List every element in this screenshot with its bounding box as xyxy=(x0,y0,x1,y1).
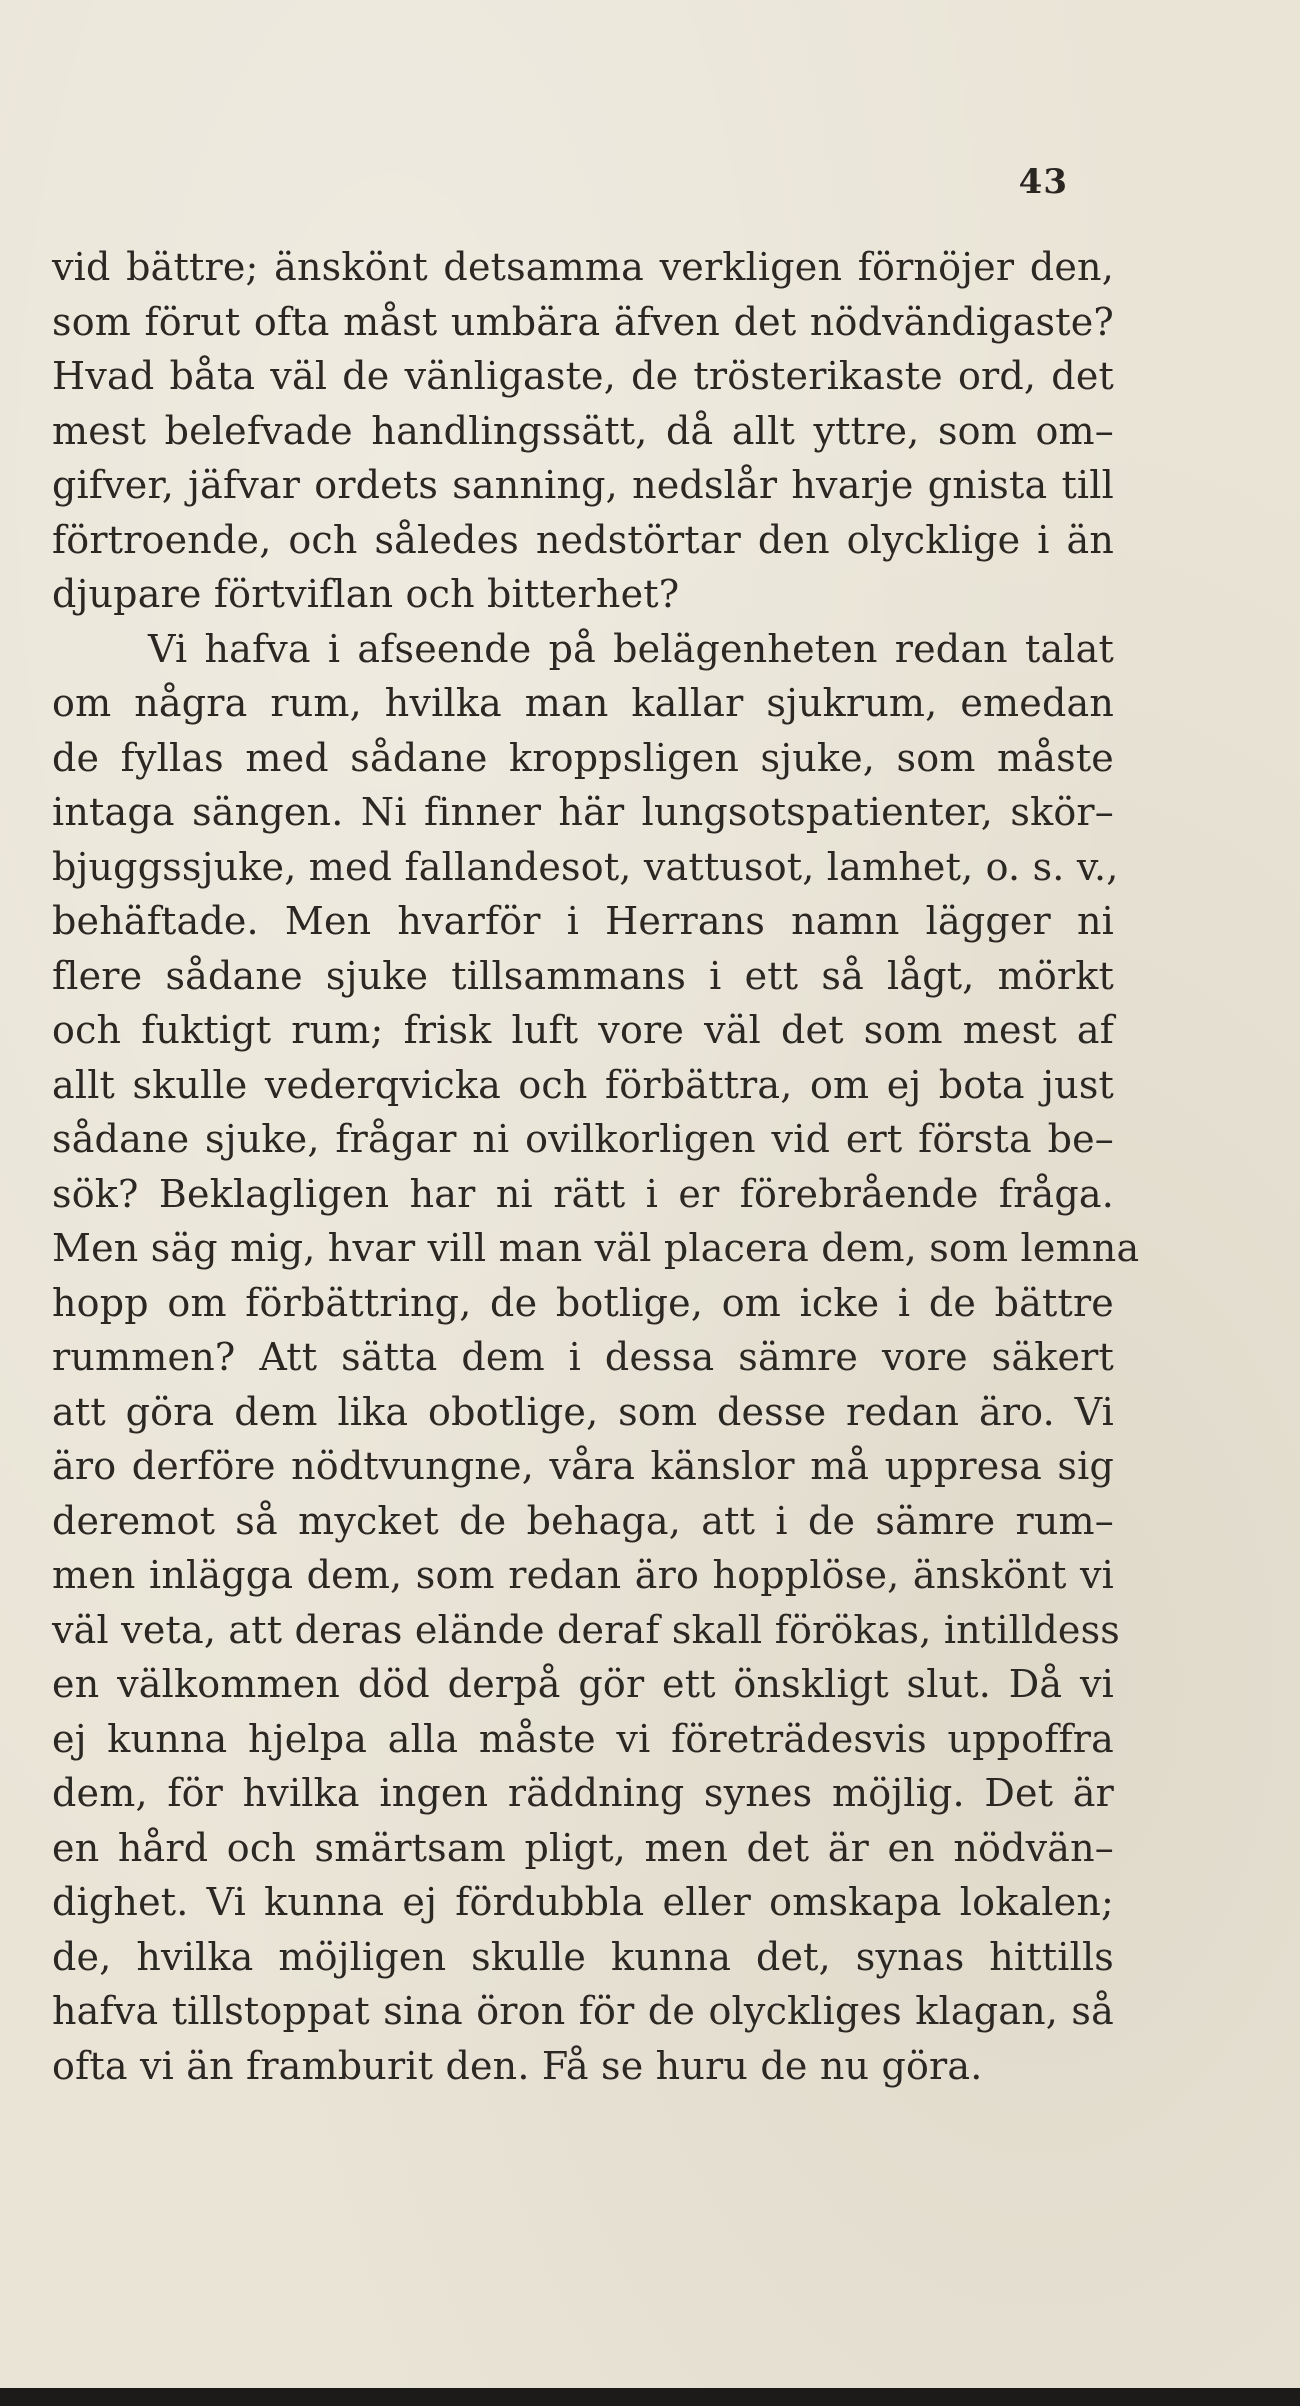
scan-bottom-edge xyxy=(0,2388,1300,2406)
text-line: att göra dem lika obotlige, som desse redan äro. Vi xyxy=(52,1389,1114,1434)
text-line: rummen? Att sätta dem i dessa sämre vore säkert xyxy=(52,1335,1114,1379)
page-number: 43 xyxy=(1018,162,1068,202)
text-line: hopp om förbättring, de botlige, om icke i de bättre xyxy=(52,1280,1114,1325)
text-line: dem, för hvilka ingen räddning synes möjlig. Det är xyxy=(52,1771,1114,1815)
text-line: om några rum, hvilka man kallar sjukrum, emedan xyxy=(52,681,1114,725)
text-line: de, hvilka möjligen skulle kunna det, synas hittills xyxy=(52,1934,1114,1979)
text-line: sök? Beklagligen har ni rätt i er förebrående fråga. xyxy=(52,1171,1114,1216)
body-text xyxy=(52,240,1140,2093)
text-line: Vi hafva i afseende på belägenheten redan talat xyxy=(148,626,1114,671)
text-line: intaga sängen. Ni finner här lungsotspatienter, skör– xyxy=(52,790,1114,834)
text-line: hafva tillstoppat sina öron för de olyckliges klagan, så xyxy=(52,1989,1114,2033)
text-line: djupare förtviflan och bitterhet? xyxy=(52,572,680,616)
text-line: de fyllas med sådane kroppsligen sjuke, som måste xyxy=(52,735,1114,780)
text-line: bjuggssjuke, med fallandesot, vattusot, lamhet, o. s. v., xyxy=(52,844,1119,889)
text-line: dighet. Vi kunna ej fördubbla eller omskapa lokalen; xyxy=(52,1880,1114,1924)
text-line: allt skulle vederqvicka och förbättra, om ej bota just xyxy=(52,1062,1114,1107)
text-line: mest belefvade handlingssätt, då allt yttre, som om– xyxy=(52,408,1114,453)
text-line: behäftade. Men hvarför i Herrans namn lägger ni xyxy=(52,899,1114,943)
text-line: förtroende, och således nedstörtar den olycklige i än xyxy=(52,517,1114,562)
text-line: en hård och smärtsam pligt, men det är en nödvän– xyxy=(52,1825,1114,1870)
text-line: ofta vi än framburit den. Få se huru de nu göra. xyxy=(52,2043,983,2088)
text-line: en välkommen död derpå gör ett önskligt slut. Då vi xyxy=(52,1662,1114,1706)
text-line: men inlägga dem, som redan äro hopplöse, änskönt vi xyxy=(52,1553,1114,1597)
text-line: ej kunna hjelpa alla måste vi företrädesvis uppoffra xyxy=(52,1716,1114,1761)
text-line: Hvad båta väl de vänligaste, de trösterikaste ord, det xyxy=(52,354,1114,398)
text-line: flere sådane sjuke tillsammans i ett så lågt, mörkt xyxy=(52,953,1114,998)
text-line: gifver, jäfvar ordets sanning, nedslår hvarje gnista till xyxy=(52,463,1114,507)
text-line: vid bättre; änskönt detsamma verkligen förnöjer den, xyxy=(52,245,1114,289)
text-line: väl veta, att deras elände deraf skall förökas, intilldess xyxy=(52,1607,1120,1652)
text-line: sådane sjuke, frågar ni ovilkorligen vid ert första be– xyxy=(52,1117,1114,1161)
text-line: deremot så mycket de behaga, att i de sämre rum– xyxy=(52,1498,1114,1543)
text-line: som förut ofta måst umbära äfven det nödvändigaste? xyxy=(52,299,1114,344)
text-line: och fuktigt rum; frisk luft vore väl det som mest af xyxy=(52,1008,1114,1052)
text-line: äro derföre nödtvungne, våra känslor må uppresa sig xyxy=(52,1444,1114,1488)
text-line: Men säg mig, hvar vill man väl placera dem, som lemna xyxy=(52,1226,1140,1270)
